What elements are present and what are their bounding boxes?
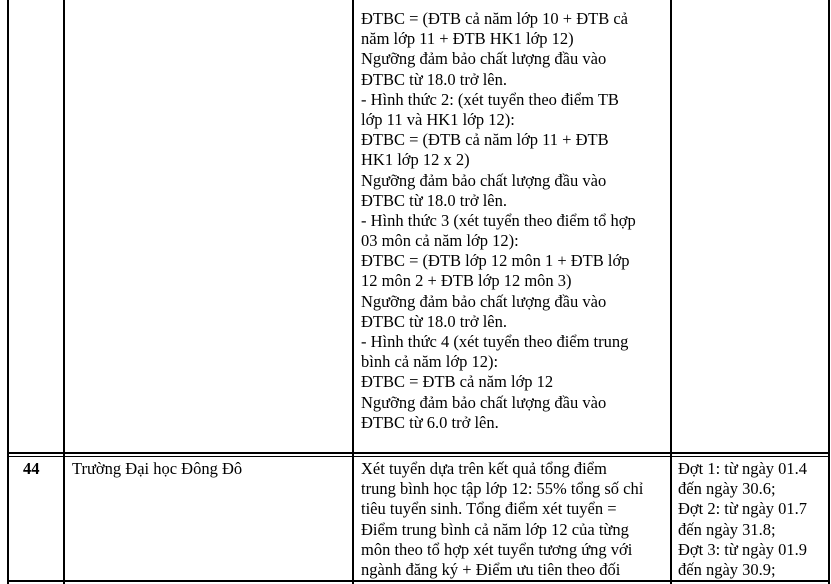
schedule-text-line: Đợt 2: từ ngày 01.7 <box>678 499 808 519</box>
table-border-bottom <box>7 580 830 582</box>
criteria-text-line: 12 môn 2 + ĐTB lớp 12 môn 3) <box>361 271 572 291</box>
criteria-text-line: ĐTBC = (ĐTB cả năm lớp 11 + ĐTB <box>361 130 609 150</box>
row-divider <box>7 456 830 457</box>
schedule-text-line: Đợt 3: từ ngày 01.9 <box>678 539 808 559</box>
criteria-text-line: trung bình học tập lớp 12: 55% tổng số chỉ <box>361 479 644 499</box>
criteria-text-line: ĐTBC = (ĐTB cả năm lớp 10 + ĐTB cả <box>361 9 628 28</box>
criteria-text-line: Ngưỡng đảm bảo chất lượng đầu vào <box>361 49 607 69</box>
schedule-text-line: đến ngày 30.9; <box>678 559 776 579</box>
table-border-right <box>828 0 830 584</box>
criteria-text-line: ĐTBC từ 18.0 trở lên. <box>361 311 507 331</box>
criteria-text-line: - Hình thức 3 (xét tuyển theo điểm tổ hợp <box>361 210 636 230</box>
table-border-left <box>7 0 9 584</box>
criteria-text-line: môn theo tổ hợp xét tuyển tương ứng với <box>361 539 633 559</box>
criteria-text-line: tiêu tuyển sinh. Tổng điểm xét tuyển = <box>361 499 617 519</box>
schedule-cell <box>678 459 807 580</box>
criteria-text-line: - Hình thức 4 (xét tuyển theo điểm trung <box>361 332 629 351</box>
criteria-text-line: HK1 lớp 12 x 2) <box>361 150 470 170</box>
column-divider <box>63 0 65 584</box>
row-number: 44 <box>23 459 40 478</box>
schedule-text-line: đến ngày 30.6; <box>678 479 776 499</box>
column-divider <box>352 0 354 584</box>
criteria-text-line: bình cả năm lớp 12): <box>361 352 499 372</box>
criteria-text-line: 03 môn cả năm lớp 12): <box>361 231 519 251</box>
column-divider <box>670 0 672 584</box>
criteria-text-line: ngành đăng ký + Điểm ưu tiên theo đối <box>361 559 621 579</box>
criteria-text-line: Ngưỡng đảm bảo chất lượng đầu vào <box>361 291 607 311</box>
criteria-text-line: ĐTBC từ 6.0 trở lên. <box>361 412 499 432</box>
criteria-text-line: ĐTBC = (ĐTB lớp 12 môn 1 + ĐTB lớp <box>361 251 630 271</box>
admission-criteria-cell <box>361 459 643 580</box>
school-name: Trường Đại học Đông Đô <box>72 459 243 478</box>
criteria-text-line: Ngưỡng đảm bảo chất lượng đầu vào <box>361 392 607 412</box>
criteria-text-line: ĐTBC từ 18.0 trở lên. <box>361 190 507 210</box>
criteria-text-line: Ngưỡng đảm bảo chất lượng đầu vào <box>361 170 607 190</box>
schedule-text-line: Đợt 1: từ ngày 01.4 <box>678 459 808 478</box>
criteria-text-line: lớp 11 và HK1 lớp 12): <box>361 109 515 129</box>
criteria-text-line: ĐTBC từ 18.0 trở lên. <box>361 69 507 89</box>
schedule-text-line: đến ngày 31.8; <box>678 519 776 539</box>
criteria-text-line: Xét tuyển dựa trên kết quả tổng điểm <box>361 459 607 478</box>
row-divider <box>7 452 830 454</box>
admission-criteria-cell <box>361 9 636 433</box>
criteria-text-line: Điểm trung bình cả năm lớp 12 của từng <box>361 519 629 539</box>
criteria-text-line: - Hình thức 2: (xét tuyển theo điểm TB <box>361 89 619 109</box>
criteria-text-line: ĐTBC = ĐTB cả năm lớp 12 <box>361 372 554 392</box>
criteria-text-line: năm lớp 11 + ĐTB HK1 lớp 12) <box>361 29 574 49</box>
